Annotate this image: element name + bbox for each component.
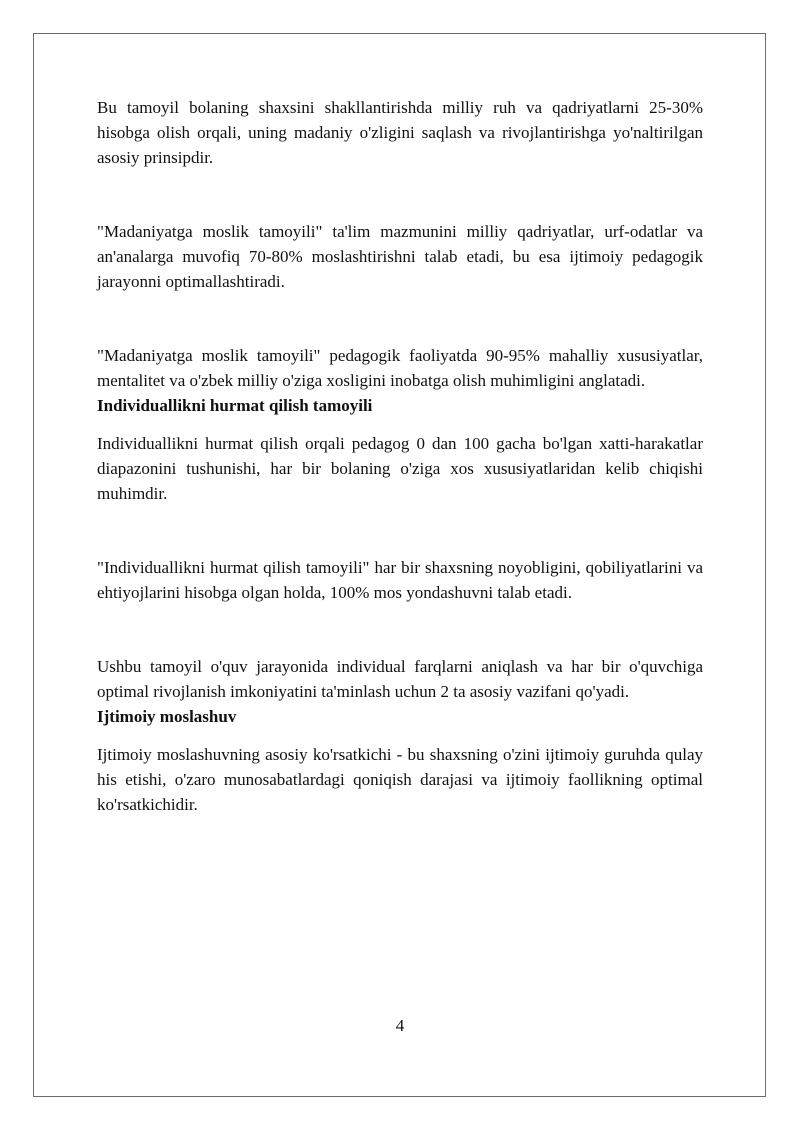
paragraph: Individuallikni hurmat qilish orqali pedagog 0 dan 100 gacha bo'lgan xatti-harakatlar diapazonini tushunishi, har bir bolaning o'ziga xos xususiyatlaridan kelib chiqishi muhimdir. [97, 434, 703, 503]
paragraph: Bu tamoyil bolaning shaxsini shakllantirishda milliy ruh va qadriyatlarni 25-30% hisobga olish orqali, uning madaniy o'zligini saqlash va rivojlantirishga yo'naltirilgan asosiy prinsipdir. [97, 98, 703, 167]
section-heading: Individuallikni hurmat qilish tamoyili [97, 396, 373, 415]
paragraph: "Madaniyatga moslik tamoyili" ta'lim mazmunini milliy qadriyatlar, urf-odatlar va an'analarga muvofiq 70-80% moslashtirishni talab etadi, bu esa ijtimoiy pedagogik jarayonni optimallashtiradi. [97, 222, 703, 291]
page-number: 4 [395, 1016, 405, 1035]
paragraph: "Individuallikni hurmat qilish tamoyili" har bir shaxsning noyobligini, qobiliyatlarini va ehtiyojlarini hisobga olgan holda, 100% mos yondashuvni talab etadi. [97, 558, 703, 602]
paragraph: Ijtimoiy moslashuvning asosiy ko'rsatkichi - bu shaxsning o'zini ijtimoiy guruhda qulay his etishi, o'zaro munosabatlardagi qoniqish darajasi va ijtimoiy faollikning optimal ko'rsatkichidir. [97, 745, 703, 814]
page-content [97, 95, 703, 817]
paragraph: "Madaniyatga moslik tamoyili" pedagogik faoliyatda 90-95% mahalliy xususiyatlar, mentalitet va o'zbek milliy o'ziga xosligini inobatga olish muhimligini anglatadi. [97, 346, 703, 390]
paragraph: Ushbu tamoyil o'quv jarayonida individual farqlarni aniqlash va har bir o'quvchiga optimal rivojlanish imkoniyatini ta'minlash uchun 2 ta asosiy vazifani qo'yadi. [97, 657, 703, 701]
section-heading: Ijtimoiy moslashuv [97, 707, 237, 726]
